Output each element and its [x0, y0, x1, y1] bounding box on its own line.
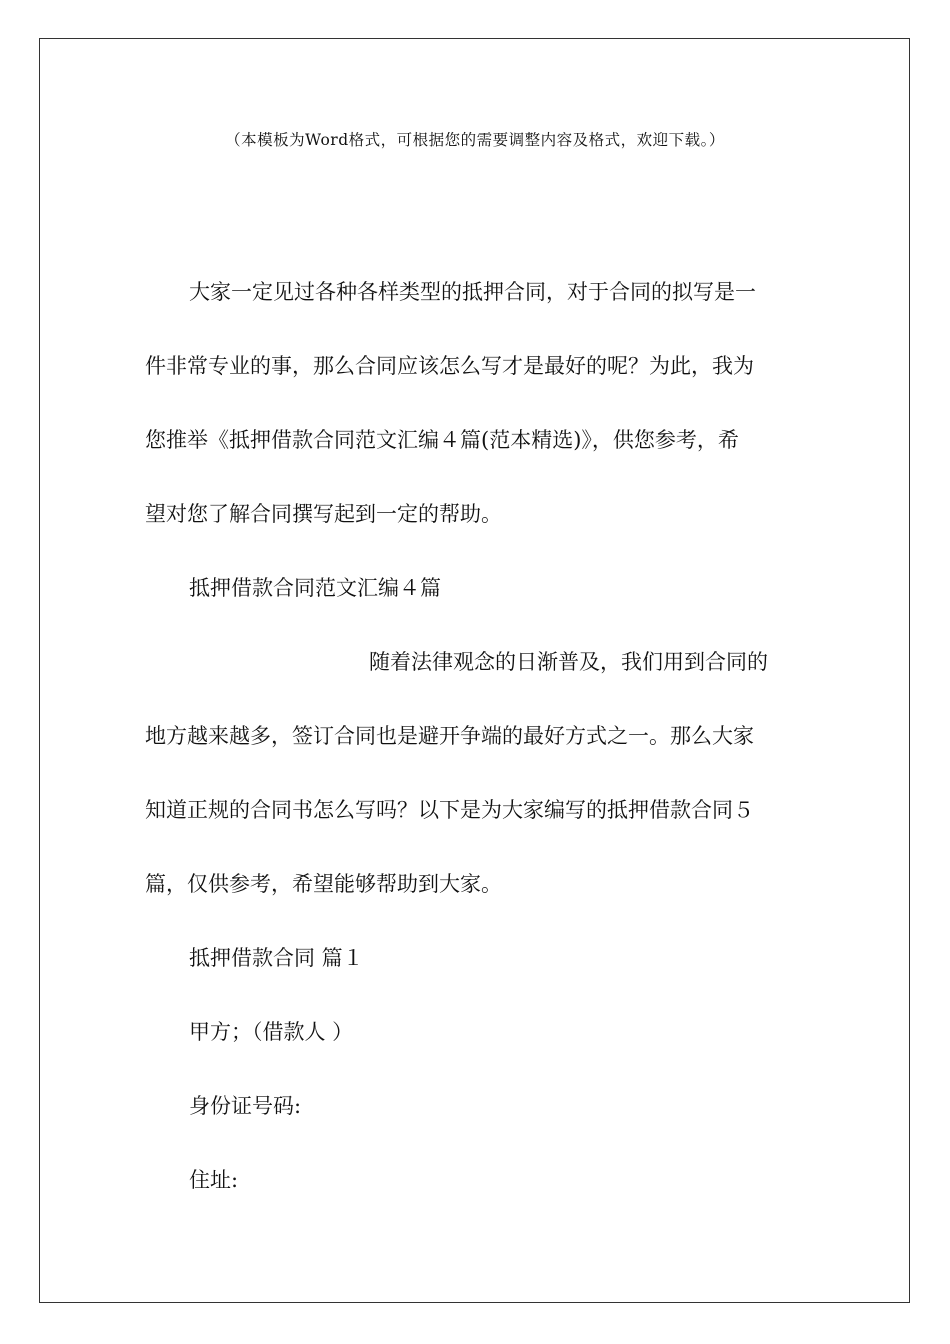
- collection-title-block: [145, 551, 795, 625]
- address-field: 住址:: [189, 1168, 239, 1192]
- collection-title: 抵押借款合同范文汇编４篇: [189, 576, 441, 600]
- intro-paragraph: [145, 255, 795, 551]
- intro-line: 大家一定见过各种各样类型的抵押合同，对于合同的拟写是一: [189, 280, 756, 304]
- preface-line: 随着法律观念的日渐普及，我们用到合同的: [369, 650, 768, 674]
- preface-line: 知道正规的合同书怎么写吗？以下是为大家编写的抵押借款合同５: [145, 798, 754, 822]
- preface-paragraph: [145, 625, 795, 921]
- party-a-field: 甲方；（借款人 ）: [189, 1020, 354, 1044]
- template-notice: （本模板为Word格式，可根据您的需要调整内容及格式，欢迎下载。）: [225, 131, 725, 149]
- preface-line: 篇，仅供参考，希望能够帮助到大家。: [145, 872, 502, 896]
- contract-section: [145, 921, 795, 1217]
- intro-line: 件非常专业的事，那么合同应该怎么写才是最好的呢？为此，我为: [145, 354, 754, 378]
- intro-line: 望对您了解合同撰写起到一定的帮助。: [145, 502, 502, 526]
- contract-heading: 抵押借款合同 篇１: [189, 946, 364, 970]
- id-number-field: 身份证号码:: [189, 1094, 302, 1118]
- intro-line: 您推举《抵押借款合同范文汇编４篇(范本精选)》，供您参考，希: [145, 428, 739, 452]
- preface-line: 地方越来越多，签订合同也是避开争端的最好方式之一。那么大家: [145, 724, 754, 748]
